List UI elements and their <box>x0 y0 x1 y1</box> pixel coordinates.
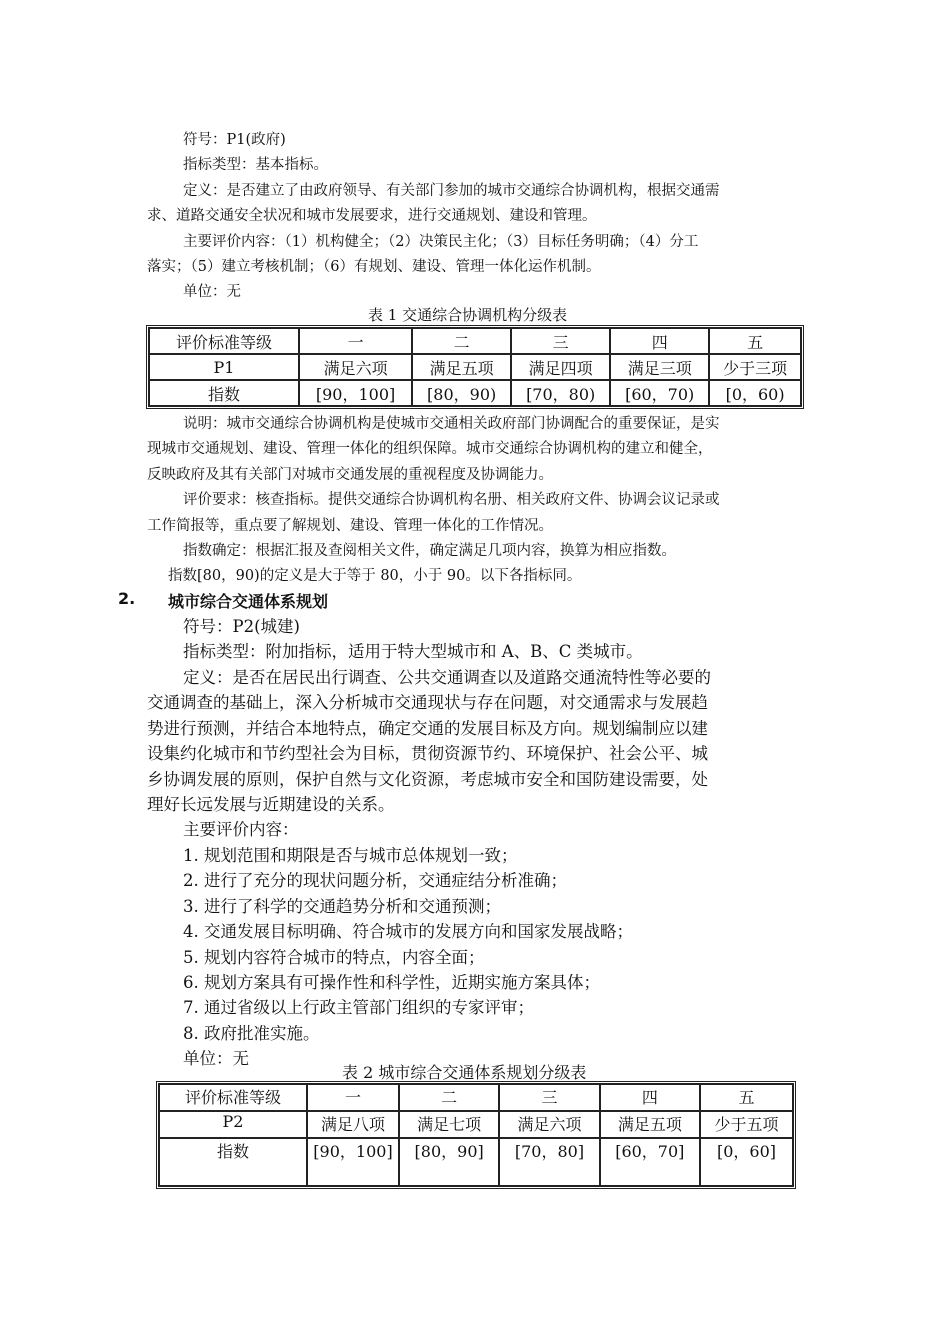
grade-table-1 <box>146 325 804 409</box>
table-cell: [60，70] <box>600 1138 700 1186</box>
table-cell: 五 <box>709 328 801 354</box>
table-cell: [80，90) <box>412 380 511 406</box>
index-determination-line: 指数确定：根据汇报及查阅相关文件，确定满足几项内容，换算为相应指数。 <box>183 543 676 559</box>
table-cell: 满足六项 <box>299 354 412 380</box>
table-cell: 三 <box>511 328 610 354</box>
indicator-type-line: 指标类型：附加指标，适用于特大型城市和 A、B、C 类城市。 <box>183 642 643 661</box>
definition-line: 设集约化城市和节约型社会为目标，贯彻资源节约、环境保护、社会公平、城 <box>147 744 708 763</box>
table-cell: 二 <box>412 328 511 354</box>
table-cell: [90，100] <box>307 1138 399 1186</box>
definition-line: 乡协调发展的原则，保护自然与文化资源，考虑城市安全和国防建设需要，处 <box>147 770 708 789</box>
table-row <box>149 380 801 406</box>
table1-caption: 表 1 交通综合协调机构分级表 <box>368 306 568 324</box>
table-cell: P2 <box>159 1111 307 1138</box>
table-cell: 三 <box>499 1084 599 1111</box>
table-cell: 四 <box>610 328 709 354</box>
table2-caption: 表 2 城市综合交通体系规划分级表 <box>342 1063 587 1082</box>
index-definition-line: 指数[80，90)的定义是大于等于 80，小于 90。以下各指标同。 <box>168 568 582 584</box>
list-item: 7. 通过省级以上行政主管部门组织的专家评审； <box>183 998 534 1017</box>
definition-line: 理好长远发展与近期建设的关系。 <box>147 795 395 814</box>
table-cell: 满足五项 <box>600 1111 700 1138</box>
list-item: 3. 进行了科学的交通趋势分析和交通预测； <box>183 897 501 916</box>
section-heading: 城市综合交通体系规划 <box>168 592 329 611</box>
indicator-type-line: 指标类型：基本指标。 <box>183 157 328 173</box>
list-item: 4. 交通发展目标明确、符合城市的发展方向和国家发展战略； <box>183 922 633 941</box>
table-row <box>159 1138 793 1186</box>
table-cell: [0，60) <box>709 380 801 406</box>
table-cell: 满足五项 <box>412 354 511 380</box>
list-item: 5. 规划内容符合城市的特点，内容全面； <box>183 948 485 967</box>
explanation-line: 说明：城市交通综合协调机构是使城市交通相关政府部门协调配合的重要保证，是实 <box>183 416 720 432</box>
definition-line: 交通调查的基础上，深入分析城市交通现状与存在问题，对交通需求与发展趋 <box>147 693 708 712</box>
table-header-row <box>159 1084 793 1111</box>
symbol-line: 符号：P1(政府) <box>183 132 286 148</box>
table-cell: [70，80] <box>499 1138 599 1186</box>
table-cell: 四 <box>600 1084 700 1111</box>
list-item: 2. 进行了充分的现状问题分析，交通症结分析准确； <box>183 871 567 890</box>
definition-line: 势进行预测，并结合本地特点，确定交通的发展目标及方向。规划编制应以建 <box>147 719 708 738</box>
table-header-row <box>149 328 801 354</box>
definition-line: 定义：是否建立了由政府领导、有关部门参加的城市交通综合协调机构，根据交通需 <box>183 183 720 199</box>
section-number: 2. <box>118 589 136 608</box>
explanation-line: 反映政府及其有关部门对城市交通发展的重视程度及协调能力。 <box>147 467 553 483</box>
unit-line: 单位：无 <box>183 284 241 300</box>
table-cell: 评价标准等级 <box>149 328 299 354</box>
table-cell: [0，60] <box>700 1138 793 1186</box>
table-cell: [90，100] <box>299 380 412 406</box>
content-line: 主要评价内容：（1）机构健全；（2）决策民主化；（3）目标任务明确；（4）分工 <box>183 234 699 250</box>
table-row <box>149 354 801 380</box>
explanation-line: 现城市交通规划、建设、管理一体化的组织保障。城市交通综合协调机构的建立和健全， <box>147 441 713 457</box>
table-cell: 一 <box>299 328 412 354</box>
table-cell: 少于三项 <box>709 354 801 380</box>
table-cell: 指数 <box>149 380 299 406</box>
table-cell: 二 <box>399 1084 499 1111</box>
table-row <box>159 1111 793 1138</box>
table-cell: 评价标准等级 <box>159 1084 307 1111</box>
requirement-line: 评价要求：核查指标。提供交通综合协调机构名册、相关政府文件、协调会议记录或 <box>183 492 720 508</box>
list-item: 6. 规划方案具有可操作性和科学性，近期实施方案具体； <box>183 973 600 992</box>
table-cell: 指数 <box>159 1138 307 1186</box>
content-heading-line: 主要评价内容： <box>183 820 299 839</box>
definition-line: 求、道路交通安全状况和城市发展要求，进行交通规划、建设和管理。 <box>147 208 597 224</box>
table-cell: 满足四项 <box>511 354 610 380</box>
list-item: 1. 规划范围和期限是否与城市总体规划一致； <box>183 846 518 865</box>
requirement-line: 工作简报等，重点要了解规划、建设、管理一体化的工作情况。 <box>147 518 553 534</box>
table-cell: 满足三项 <box>610 354 709 380</box>
symbol-line: 符号：P2(城建) <box>183 617 300 636</box>
definition-line: 定义：是否在居民出行调查、公共交通调查以及道路交通流特性等必要的 <box>183 668 711 687</box>
table-cell: P1 <box>149 354 299 380</box>
table-cell: [70，80) <box>511 380 610 406</box>
table-cell: 满足六项 <box>499 1111 599 1138</box>
table-cell: 满足八项 <box>307 1111 399 1138</box>
table-cell: 少于五项 <box>700 1111 793 1138</box>
table-cell: [80，90] <box>399 1138 499 1186</box>
content-line: 落实；（5）建立考核机制；（6）有规划、建设、管理一体化运作机制。 <box>147 259 601 275</box>
table-cell: 一 <box>307 1084 399 1111</box>
table-cell: 五 <box>700 1084 793 1111</box>
list-item: 8. 政府批准实施。 <box>183 1024 320 1043</box>
table-cell: [60，70) <box>610 380 709 406</box>
grade-table-2 <box>156 1081 796 1189</box>
unit-line: 单位：无 <box>183 1049 249 1068</box>
table-cell: 满足七项 <box>399 1111 499 1138</box>
